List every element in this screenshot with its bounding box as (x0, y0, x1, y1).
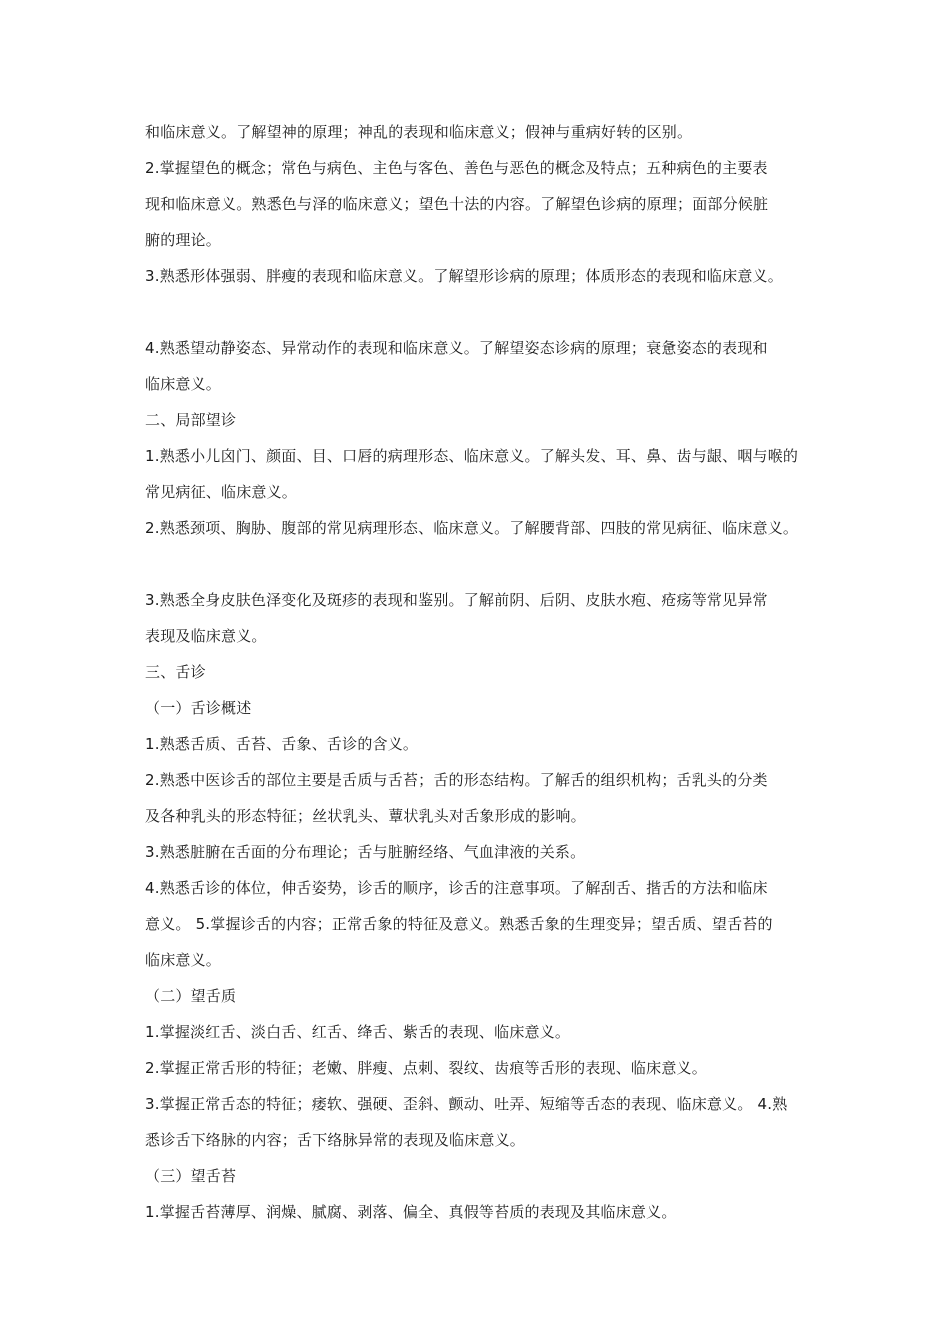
text-line: 悉诊舌下络脉的内容；舌下络脉异常的表现及临床意义。 (145, 1131, 526, 1149)
text-line: 3.熟悉全身皮肤色泽变化及斑疹的表现和鉴别。了解前阴、后阴、皮肤水疱、疮疡等常见异常 (145, 591, 768, 609)
line-gap (145, 538, 817, 590)
line-gap (145, 610, 817, 626)
line-gap (145, 1150, 817, 1166)
text-line: 三、舌诊 (145, 663, 206, 681)
line-gap (145, 1114, 817, 1130)
line-gap (145, 430, 817, 446)
text-line: 二、局部望诊 (145, 411, 237, 429)
line-gap (145, 898, 817, 914)
line-gap (145, 178, 817, 194)
text-line: 4.熟悉舌诊的体位，伸舌姿势，诊舌的顺序，诊舌的注意事项。了解刮舌、揩舌的方法和临床 (145, 879, 768, 897)
text-line: （一）舌诊概述 (145, 699, 252, 717)
text-line: 2.熟悉中医诊舌的部位主要是舌质与舌苔；舌的形态结构。了解舌的组织机构；舌乳头的分类 (145, 771, 768, 789)
text-line: （二）望舌质 (145, 987, 237, 1005)
line-gap (145, 394, 817, 410)
text-line: 1.熟悉小儿囟门、颜面、目、口唇的病理形态、临床意义。了解头发、耳、鼻、齿与龈、咽与喉的 (145, 447, 799, 465)
text-line: 及各种乳头的形态特征；丝状乳头、蕈状乳头对舌象形成的影响。 (145, 807, 586, 825)
text-line: 3.熟悉脏腑在舌面的分布理论；舌与脏腑经络、气血津液的关系。 (145, 843, 586, 861)
text-line: 常见病征、临床意义。 (145, 483, 298, 501)
line-gap (145, 358, 817, 374)
line-gap (145, 142, 817, 158)
text-line: 2.掌握望色的概念；常色与病色、主色与客色、善色与恶色的概念及特点；五种病色的主要表 (145, 159, 768, 177)
line-gap (145, 826, 817, 842)
text-line: 临床意义。 (145, 375, 222, 393)
document-page (145, 122, 817, 1222)
text-line: 和临床意义。了解望神的原理；神乱的表现和临床意义；假神与重病好转的区别。 (145, 123, 693, 141)
line-gap (145, 502, 817, 518)
line-gap (145, 1078, 817, 1094)
line-gap (145, 1042, 817, 1058)
line-gap (145, 466, 817, 482)
line-gap (145, 970, 817, 986)
text-line: 4.熟悉望动静姿态、异常动作的表现和临床意义。了解望姿态诊病的原理；衰惫姿态的表现和 (145, 339, 768, 357)
text-line: 表现及临床意义。 (145, 627, 267, 645)
line-gap (145, 718, 817, 734)
text-line: 意义。 5.掌握诊舌的内容；正常舌象的特征及意义。熟悉舌象的生理变异；望舌质、望舌苔的 (145, 915, 773, 933)
text-line: 1.掌握舌苔薄厚、润燥、腻腐、剥落、偏全、真假等苔质的表现及其临床意义。 (145, 1203, 677, 1221)
line-gap (145, 862, 817, 878)
line-gap (145, 790, 817, 806)
line-gap (145, 646, 817, 662)
text-line: 2.熟悉颈项、胸胁、腹部的常见病理形态、临床意义。了解腰背部、四肢的常见病征、临床意义。 (145, 519, 799, 537)
line-gap (145, 682, 817, 698)
line-gap (145, 754, 817, 770)
line-gap (145, 214, 817, 230)
text-line: （三）望舌苔 (145, 1167, 237, 1185)
text-line: 1.掌握淡红舌、淡白舌、红舌、绛舌、紫舌的表现、临床意义。 (145, 1023, 571, 1041)
text-line: 临床意义。 (145, 951, 222, 969)
line-gap (145, 250, 817, 266)
line-gap (145, 934, 817, 950)
text-line: 2.掌握正常舌形的特征；老嫩、胖瘦、点刺、裂纹、齿痕等舌形的表现、临床意义。 (145, 1059, 707, 1077)
text-line: 3.熟悉形体强弱、胖瘦的表现和临床意义。了解望形诊病的原理；体质形态的表现和临床意义。 (145, 267, 783, 285)
text-line: 腑的理论。 (145, 231, 222, 249)
text-line: 现和临床意义。熟悉色与泽的临床意义；望色十法的内容。了解望色诊病的原理；面部分候脏 (145, 195, 769, 213)
line-gap (145, 286, 817, 338)
line-gap (145, 1186, 817, 1202)
text-line: 1.熟悉舌质、舌苔、舌象、舌诊的含义。 (145, 735, 419, 753)
line-gap (145, 1006, 817, 1022)
text-line: 3.掌握正常舌态的特征；痿软、强硬、歪斜、颤动、吐弄、短缩等舌态的表现、临床意义。 4.熟 (145, 1095, 788, 1113)
